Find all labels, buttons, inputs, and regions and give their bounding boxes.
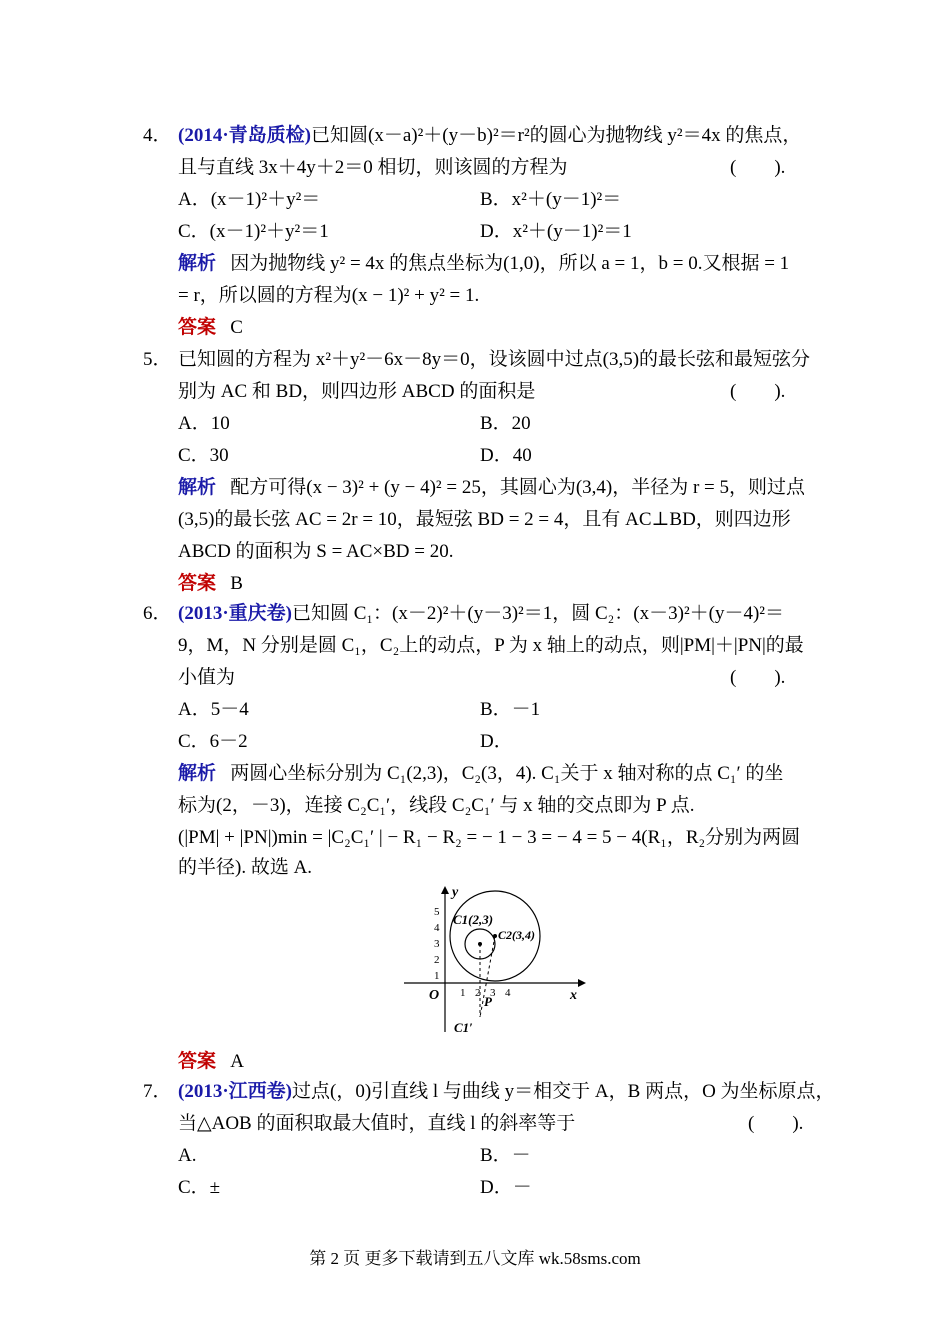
q7-stem-2: 当△AOB 的面积取最大值时，直线 l 的斜率等于 bbox=[178, 1113, 576, 1134]
origin-label: O bbox=[429, 988, 440, 1003]
q6-answer-label: 答案 bbox=[178, 1051, 217, 1072]
q6-stem-3: 小值为 bbox=[178, 667, 236, 688]
q6-stem-1: 已知圆 C₁：(x－2)²＋(y－3)²＝1，圆 C₂：(x－3)²＋(y－4)²＝ bbox=[292, 603, 784, 624]
y-tick-1: 1 bbox=[434, 970, 440, 982]
q6-solution-text-2: 标为(2，－3)，连接 C₂C₁′，线段 C₂C₁′ 与 x 轴的交点即为 P 点. bbox=[178, 795, 695, 816]
x-axis-arrow-icon bbox=[578, 979, 586, 987]
c2-label: C2(3,4) bbox=[498, 928, 535, 942]
p-label: P bbox=[484, 994, 492, 1009]
y-tick-3: 3 bbox=[434, 938, 440, 950]
q6-solution-text-3: (|PM| + |PN|)min = |C₂C₁′ | − R₁ − R₂ = − 1 − 3 = − 4 = 5 − 4(R₁，R₂分别为两圆 bbox=[178, 827, 801, 848]
page-footer: 第 2 页 更多下载请到五八文库 wk.58sms.com bbox=[309, 1249, 641, 1268]
q4-answer-paren: ( ). bbox=[730, 157, 786, 178]
y-axis-label: y bbox=[452, 885, 459, 900]
y-tick-4: 4 bbox=[434, 922, 440, 934]
q4-option-b: B．x²＋(y－1)²＝ bbox=[480, 189, 622, 210]
q6-solution-label: 解析 bbox=[178, 763, 217, 784]
q6-number: 6． bbox=[143, 603, 172, 624]
q6-option-d: D． bbox=[480, 731, 513, 752]
q7-source: (2013·江西卷) bbox=[178, 1081, 292, 1102]
q4-solution-text-1: 因为抛物线 y² = 4x 的焦点坐标为(1,0)，所以 a = 1，b = 0.又根据 = 1 bbox=[230, 253, 790, 274]
q6-option-a: A．5－4 bbox=[178, 699, 249, 720]
q4-answer-label: 答案 bbox=[178, 317, 217, 338]
q6-answer-paren: ( ). bbox=[730, 667, 786, 688]
q6-stem-2: 9，M，N 分别是圆 C₁，C₂上的动点，P 为 x 轴上的动点，则|PM|＋|PN|的最 bbox=[178, 635, 804, 656]
x-tick-3: 3 bbox=[490, 987, 496, 999]
q5-number: 5． bbox=[143, 349, 172, 370]
q5-option-c: C．30 bbox=[178, 445, 229, 466]
q6-solution-text-1: 两圆心坐标分别为 C₁(2,3)，C₂(3，4). C₁关于 x 轴对称的点 C₁′ 的坐 bbox=[230, 763, 784, 784]
q7-option-c: C．± bbox=[178, 1177, 221, 1198]
q6-option-c: C．6－2 bbox=[178, 731, 248, 752]
q5-option-b: B．20 bbox=[480, 413, 531, 434]
q6-answer-value: A bbox=[230, 1051, 244, 1072]
q4-solution-text-2: = r，所以圆的方程为(x − 1)² + y² = 1. bbox=[178, 285, 480, 306]
q5-stem-1: 已知圆的方程为 x²＋y²－6x－8y＝0，设该圆中过点(3,5)的最长弦和最短弦分 bbox=[178, 349, 811, 370]
q6-figure bbox=[398, 882, 588, 1040]
q5-solution-text-3: ABCD 的面积为 S = AC×BD = 20. bbox=[178, 541, 454, 562]
q5-answer-paren: ( ). bbox=[730, 381, 786, 402]
q5-option-d: D．40 bbox=[480, 445, 532, 466]
q4-option-d: D．x²＋(y－1)²＝1 bbox=[480, 221, 632, 242]
q5-stem-2: 别为 AC 和 BD，则四边形 ABCD 的面积是 bbox=[178, 381, 536, 402]
q5-solution-text-2: (3,5)的最长弦 AC = 2r = 10，最短弦 BD = 2 = 4，且有 AC⊥BD，则四边形 bbox=[178, 509, 791, 530]
q4-answer-value: C bbox=[230, 317, 243, 338]
x-tick-4: 4 bbox=[505, 987, 511, 999]
q4-solution-label: 解析 bbox=[178, 253, 217, 274]
q7-number: 7． bbox=[143, 1081, 172, 1102]
q4-source: (2014·青岛质检) bbox=[178, 125, 311, 146]
q6-source: (2013·重庆卷) bbox=[178, 603, 292, 624]
x-tick-2: 2 bbox=[475, 987, 481, 999]
q6-solution-text-4: 的半径). 故选 A. bbox=[178, 857, 313, 878]
q4-option-c: C．(x－1)²＋y²＝1 bbox=[178, 221, 329, 242]
q5-option-a: A．10 bbox=[178, 413, 230, 434]
y-axis-arrow-icon bbox=[441, 886, 449, 894]
q5-solution-text-1: 配方可得(x − 3)² + (y − 4)² = 25，其圆心为(3,4)，半径为 r = 5，则过点 bbox=[230, 477, 806, 498]
c1-label: C1(2,3) bbox=[453, 912, 494, 927]
x-axis-label: x bbox=[570, 988, 577, 1003]
q5-solution-label: 解析 bbox=[178, 477, 217, 498]
q7-option-b: B．－ bbox=[480, 1145, 531, 1166]
q7-answer-paren: ( ). bbox=[748, 1113, 804, 1134]
q4-option-a: A．(x－1)²＋y²＝ bbox=[178, 189, 321, 210]
q6-option-b: B．－1 bbox=[480, 699, 541, 720]
q5-answer-label: 答案 bbox=[178, 573, 217, 594]
q7-option-a: A. bbox=[178, 1145, 197, 1166]
q7-option-d: D．－ bbox=[480, 1177, 532, 1198]
y-tick-2: 2 bbox=[434, 954, 440, 966]
x-tick-1: 1 bbox=[460, 987, 466, 999]
q4-number: 4． bbox=[143, 125, 172, 146]
q5-answer-value: B bbox=[230, 573, 243, 594]
y-tick-5: 5 bbox=[434, 906, 440, 918]
q4-stem-1: 已知圆(x－a)²＋(y－b)²＝r²的圆心为抛物线 y²＝4x 的焦点， bbox=[311, 125, 802, 146]
c1prime-label: C1′ bbox=[454, 1020, 473, 1035]
q7-stem-1: 过点(，0)引直线 l 与曲线 y＝相交于 A，B 两点，O 为坐标原点， bbox=[292, 1081, 835, 1102]
q4-stem-2: 且与直线 3x＋4y＋2＝0 相切，则该圆的方程为 bbox=[178, 157, 568, 178]
